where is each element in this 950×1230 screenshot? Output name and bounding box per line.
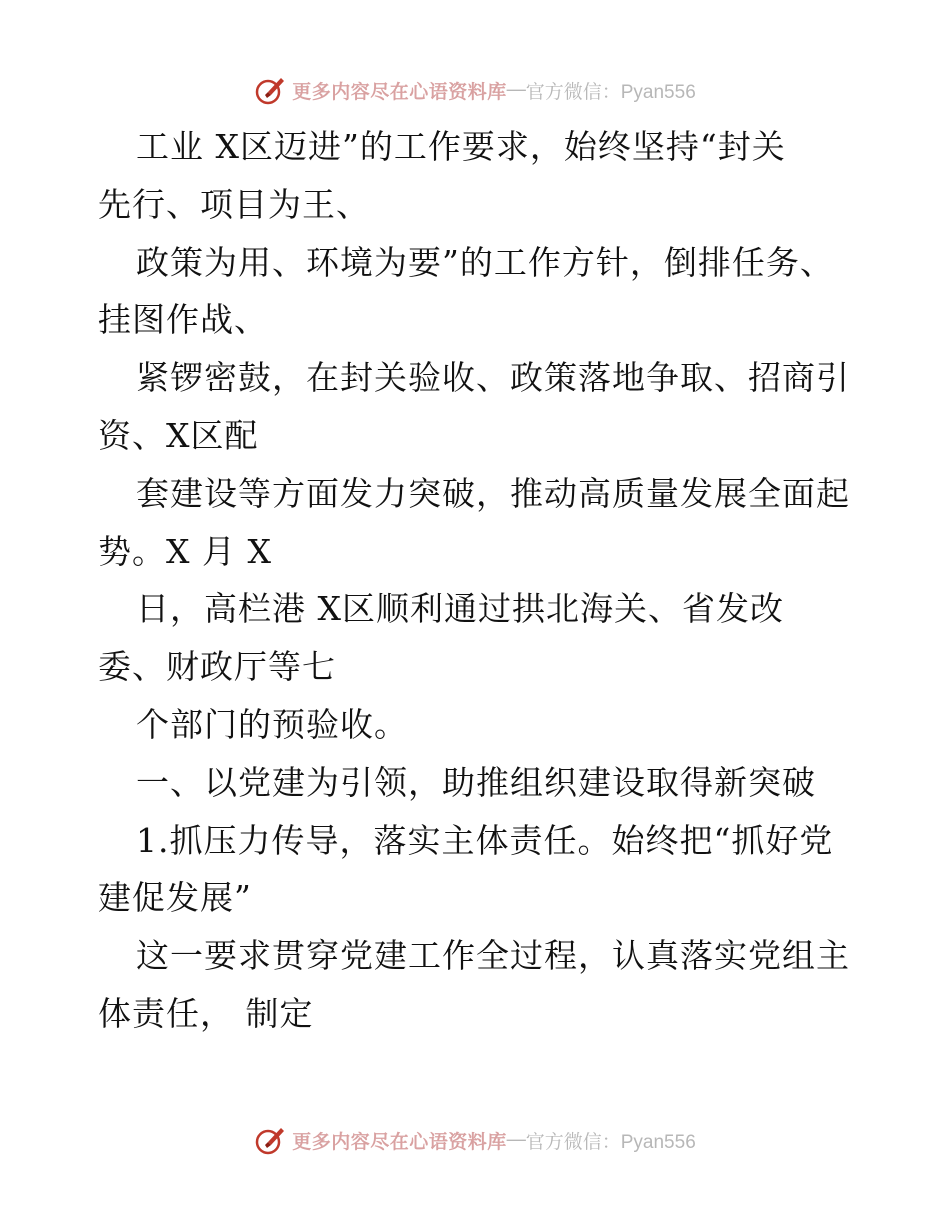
text-line: 势。X 月 X <box>98 531 272 571</box>
text-line: 委、财政厅等七 <box>98 647 336 687</box>
watermark-contact: 官方微信：Pyan556 <box>525 81 696 103</box>
watermark-footer <box>0 1120 950 1160</box>
text-line: 先行、项目为王、 <box>98 184 370 224</box>
subsection-heading: 1.抓压力传导，落实主体责任。始终把“抓好党 <box>136 820 834 860</box>
watermark-contact: 官方微信：Pyan556 <box>525 1131 696 1153</box>
text-line: 政策为用、环境为要”的工作方针，倒排任务、 <box>136 242 834 282</box>
document-body <box>98 118 868 1043</box>
text-line: 个部门的预验收。 <box>136 704 408 744</box>
section-heading: 一、以党建为引领，助推组织建设取得新突破 <box>136 762 816 802</box>
text-line: 日，高栏港 X区顺利通过拱北海关、省发改 <box>136 589 784 629</box>
text-line: 套建设等方面发力突破，推动高质量发展全面起 <box>136 473 850 513</box>
watermark-text: 更多内容尽在心语资料库 <box>292 81 507 103</box>
text-line: 挂图作战、 <box>98 300 268 340</box>
pen-nib-circle-icon <box>254 1124 286 1156</box>
pen-nib-circle-icon <box>254 74 286 106</box>
text-line: 建促发展” <box>98 878 252 918</box>
text-line: 体责任， 制定 <box>98 993 314 1033</box>
text-line: 资、X区配 <box>98 415 259 455</box>
watermark-text: 更多内容尽在心语资料库 <box>292 1131 507 1153</box>
text-line: 这一要求贯穿党建工作全过程，认真落实党组主 <box>136 936 850 976</box>
text-line: 紧锣密鼓，在封关验收、政策落地争取、招商引 <box>136 358 850 398</box>
text-line: 工业 X区迈进”的工作要求，始终坚持“封关 <box>136 127 786 166</box>
watermark-separator: — <box>506 1129 526 1150</box>
watermark-separator: — <box>506 79 526 100</box>
watermark-header <box>0 70 950 110</box>
